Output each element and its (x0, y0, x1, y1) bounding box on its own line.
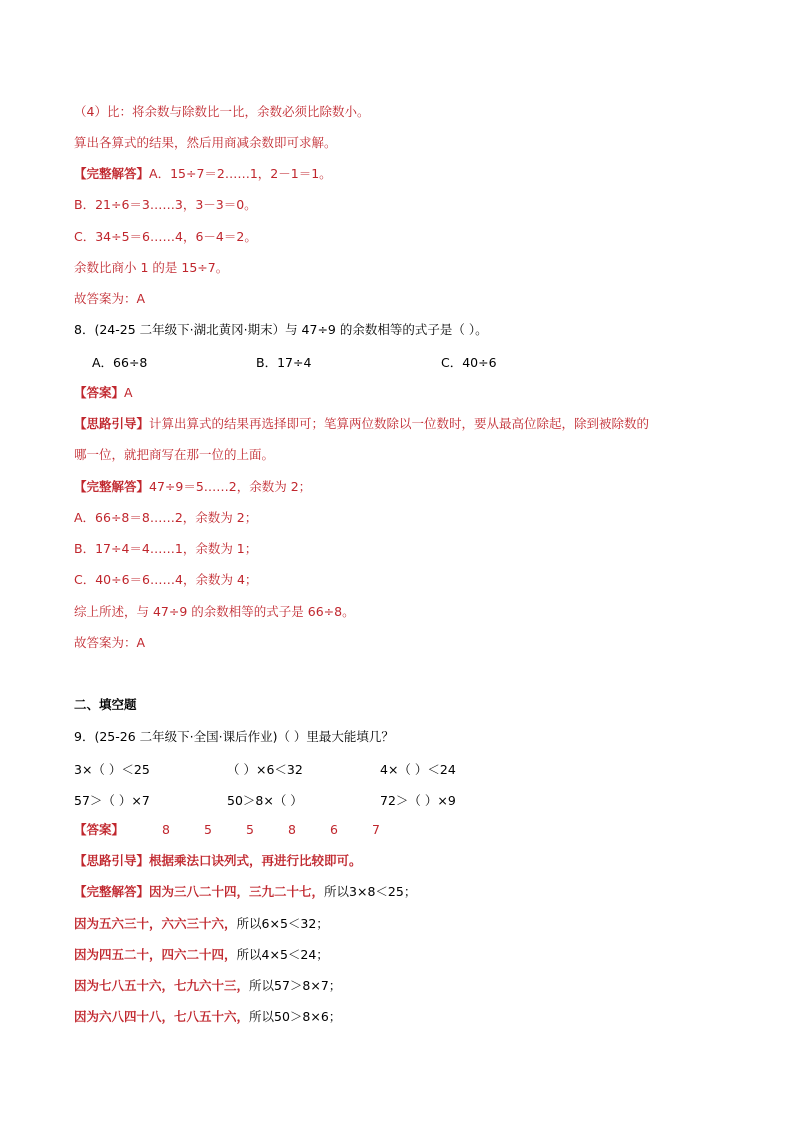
q9-hint (74, 853, 362, 869)
q9-question: 9．(25-26 二年级下·全国·课后作业)（ ）里最大能填几？ (74, 729, 394, 744)
q9-solution-text: 因为四五二十，四六二十四， (74, 947, 237, 962)
q9-item-1: 3×（ ）＜25 (74, 762, 150, 777)
q7-final: 故答案为：A (74, 291, 146, 306)
q9-item-6: 72＞（ ）×9 (380, 793, 456, 808)
q8-option-a: A．66÷8 (92, 355, 148, 370)
q9-solution-line-4 (74, 978, 341, 994)
q8-option-b: B．17÷4 (256, 355, 312, 370)
q8-hint (74, 416, 649, 432)
q9-item-5: 50＞8×（ ） (227, 793, 303, 808)
q9-solution-text: 因为五六三十，六六三十六， (74, 916, 237, 931)
q8-hint-label: 【思路引导】 (74, 416, 150, 431)
q9-solution-text: 因为六八四十八，七八五十六， (74, 1009, 250, 1024)
q7-step4: （4）比：将余数与除数比一比，余数必须比除数小。 (74, 104, 370, 119)
q7-line-c: C．34÷5＝6……4，6－4＝2。 (74, 229, 257, 244)
q8-line-c: C．40÷6＝6……4，余数为 4； (74, 572, 258, 587)
q8-hint-line1: 计算出算式的结果再选择即可；笔算两位数除以一位数时，要从最高位除起，除到被除数的 (149, 416, 650, 431)
q7-line-a: A．15÷7＝2……1，2－1＝1。 (149, 166, 332, 181)
q9-answer-1: 8 (162, 822, 170, 837)
q8-solution-first: 47÷9＝5……2，余数为 2； (149, 479, 312, 494)
q7-solution-a (74, 166, 332, 182)
q8-solution (74, 479, 311, 495)
q8-hint-line2: 哪一位，就把商写在那一位的上面。 (74, 447, 275, 462)
q7-solution-label: 【完整解答】 (74, 166, 150, 181)
q9-answer-2: 5 (204, 822, 212, 837)
q9-answer-label: 【答案】 (74, 822, 125, 837)
q8-answer-value: A (124, 385, 133, 400)
q8-question: 8．(24-25 二年级下·湖北黄冈·期末）与 47÷9 的余数相等的式子是（ ）。 (74, 322, 488, 337)
q8-line-a: A．66÷8＝8……2，余数为 2； (74, 510, 258, 525)
q9-solution-math: 所以57＞8×7； (249, 978, 342, 993)
q9-solution-line-1 (74, 884, 416, 900)
q9-item-2: （ ）×6＜32 (227, 762, 303, 777)
q9-answer-row (74, 822, 124, 838)
q7-method: 算出各算式的结果，然后用商减余数即可求解。 (74, 135, 337, 150)
q9-solution-line-3 (74, 947, 329, 963)
section-heading: 二、填空题 (74, 697, 137, 712)
q9-solution-line-5 (74, 1009, 341, 1025)
q9-item-3: 4×（ ）＜24 (380, 762, 456, 777)
q9-answer-6: 7 (372, 822, 380, 837)
q9-solution-math: 所以50＞8×6； (249, 1009, 342, 1024)
q9-solution-math: 所以4×5＜24； (236, 947, 329, 962)
q9-answer-3: 5 (246, 822, 254, 837)
q9-solution-text: 因为七八五十六，七九六十三， (74, 978, 250, 993)
q9-item-4: 57＞（ ）×7 (74, 793, 150, 808)
q9-answer-4: 8 (288, 822, 296, 837)
q8-summary: 综上所述，与 47÷9 的余数相等的式子是 66÷8。 (74, 604, 355, 619)
q7-line-b: B．21÷6＝3……3，3－3＝0。 (74, 197, 257, 212)
q9-answer-5: 6 (330, 822, 338, 837)
q7-conclusion: 余数比商小 1 的是 15÷7。 (74, 260, 229, 275)
q9-solution-math: 所以6×5＜32； (236, 916, 329, 931)
q9-hint-label: 【思路引导】 (74, 853, 150, 868)
q8-solution-label: 【完整解答】 (74, 479, 150, 494)
q9-solution-text: 因为三八二十四，三九二十七， (149, 884, 325, 899)
q8-final: 故答案为：A (74, 635, 146, 650)
q8-option-c: C．40÷6 (441, 355, 497, 370)
q8-answer-label: 【答案】 (74, 385, 125, 400)
q9-hint-text: 根据乘法口诀列式，再进行比较即可。 (149, 853, 362, 868)
q9-solution-math: 所以3×8＜25； (324, 884, 417, 899)
q8-answer (74, 385, 133, 401)
q8-line-b: B．17÷4＝4……1，余数为 1； (74, 541, 258, 556)
q9-solution-label: 【完整解答】 (74, 884, 150, 899)
q9-solution-line-2 (74, 916, 329, 932)
